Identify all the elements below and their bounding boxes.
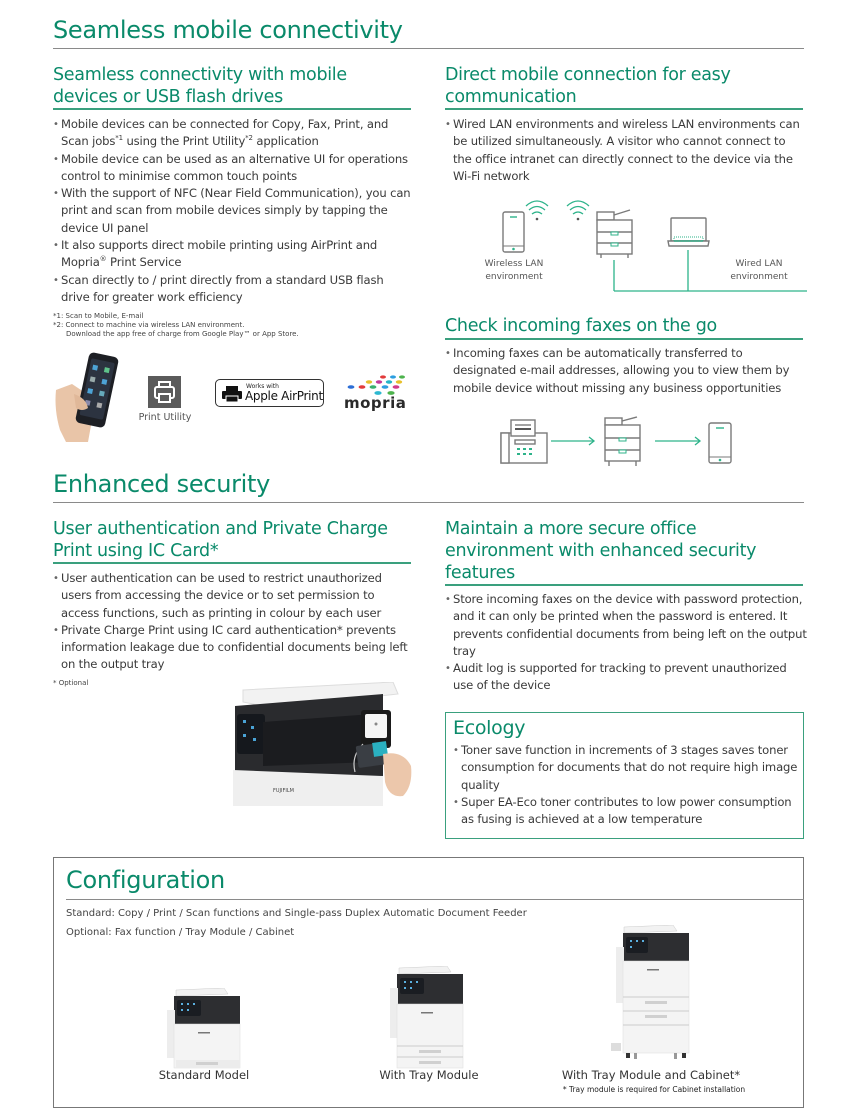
heading-line: User authentication and Private Charge bbox=[53, 519, 388, 539]
heading-rule bbox=[445, 108, 803, 110]
airprint-big-text: Apple AirPrint bbox=[245, 389, 323, 403]
laptop-icon bbox=[668, 218, 709, 246]
heading-line: features bbox=[445, 563, 515, 583]
section-title-mobile: Seamless mobile connectivity bbox=[53, 16, 403, 44]
model-label-cabinet: With Tray Module and Cabinet* bbox=[561, 1068, 741, 1082]
heading-rule bbox=[53, 562, 411, 564]
footnote: *1: Scan to Mobile, E-mail bbox=[53, 312, 144, 320]
heading-rule bbox=[445, 584, 803, 586]
bullet-item: • Private Charge Print using IC card authentication* prevents information leakage due to confidential documents being left on the output tray bbox=[53, 622, 415, 674]
fax-machine-icon bbox=[501, 420, 547, 463]
print-utility-logo bbox=[148, 376, 181, 408]
bullet-item: • Mobile device can be used as an alternative UI for operations control to minimise common touch points bbox=[53, 151, 413, 186]
bullet-list-ecology bbox=[453, 742, 798, 828]
ic-card-printer-photo bbox=[233, 682, 413, 806]
ecology-title: Ecology bbox=[453, 717, 526, 739]
heading-line: Print using IC Card* bbox=[53, 541, 219, 561]
bullet-item: • Wired LAN environments and wireless LAN environments can be utilized simultaneously. A visitor who cannot connect to the office intranet can directly connect to the device via the Wi-Fi network bbox=[445, 116, 807, 185]
heading-secure-office bbox=[445, 518, 805, 584]
bullet-item: • It also supports direct mobile printing using AirPrint and Mopria® Print Service bbox=[53, 237, 413, 272]
mopria-dots-icon bbox=[343, 374, 409, 396]
footnote: Download the app free of charge from Google Play™ or App Store. bbox=[66, 330, 299, 338]
bullet-list-secure bbox=[445, 591, 807, 695]
ecology-box bbox=[445, 712, 804, 839]
standard-model-image bbox=[164, 988, 244, 1070]
configuration-details bbox=[66, 904, 527, 942]
footnote-optional: * Optional bbox=[53, 679, 89, 687]
section-title-configuration: Configuration bbox=[66, 866, 225, 894]
section-rule bbox=[53, 48, 804, 49]
airprint-printer-icon bbox=[221, 385, 243, 403]
bullet-item: • User authentication can be used to restrict unauthorized users from accessing the device or to set permission to access functions, such as printing in colour by each user bbox=[53, 570, 415, 622]
printer-icon bbox=[148, 376, 181, 408]
wifi-icon bbox=[526, 201, 548, 220]
wired-lan-label: Wired LAN environment bbox=[730, 259, 788, 282]
wifi-icon bbox=[567, 201, 589, 220]
arrow-icon bbox=[551, 437, 594, 445]
section-rule bbox=[66, 899, 804, 900]
mopria-logo: mopria bbox=[344, 394, 407, 412]
smartphone-icon bbox=[709, 423, 731, 463]
tray-module-image bbox=[385, 966, 469, 1070]
bullet-item: • Mobile devices can be connected for Copy, Fax, Print, and Scan jobs$^{*1}$ using the Print Utility$^{*2}$ application bbox=[53, 116, 413, 151]
bullet-item: • Toner save function in increments of 3 stages saves toner consumption for documents that do not require high image quality bbox=[453, 742, 798, 794]
heading-line: Direct mobile connection for easy bbox=[445, 65, 731, 85]
multifunction-printer-icon bbox=[597, 210, 632, 258]
standard-config: Standard: Copy / Print / Scan functions and Single-pass Duplex Automatic Document Feeder bbox=[66, 908, 527, 919]
bullet-list-mobile bbox=[53, 116, 413, 306]
heading-user-auth bbox=[53, 518, 423, 562]
airprint-small-text: Works with bbox=[246, 383, 279, 390]
tray-cabinet-image bbox=[609, 925, 699, 1065]
section-rule bbox=[53, 502, 804, 503]
print-utility-label: Print Utility bbox=[138, 412, 192, 423]
bullet-item: • Super EA-Eco toner contributes to low power consumption as fusing is achieved at a low temperature bbox=[453, 794, 798, 829]
bullet-item: • Scan directly to / print directly from a standard USB flash drive for greater work efficiency bbox=[53, 272, 413, 307]
bullet-item: • Audit log is supported for tracking to prevent unauthorized use of the device bbox=[445, 660, 807, 695]
heading-line: environment with enhanced security bbox=[445, 541, 757, 561]
footnotes-mobile bbox=[53, 312, 413, 339]
bullet-list-faxes bbox=[445, 345, 807, 397]
heading-line: Maintain a more secure office bbox=[445, 519, 697, 539]
bullet-item: • Incoming faxes can be automatically transferred to designated e-mail addresses, allowing you to view them by mobile device without missing any business opportunities bbox=[445, 345, 807, 397]
heading-line: communication bbox=[445, 87, 577, 107]
bullet-list-auth bbox=[53, 570, 415, 674]
heading-rule bbox=[53, 108, 411, 110]
heading-seamless-connectivity bbox=[53, 64, 413, 108]
heading-line: devices or USB flash drives bbox=[53, 87, 283, 107]
bullet-item: • Store incoming faxes on the device with password protection, and it can only be printed when the password is entered. It prevents confidential documents from being left on the output tray bbox=[445, 591, 807, 660]
heading-direct-mobile bbox=[445, 64, 805, 108]
arrow-icon bbox=[655, 437, 700, 445]
footnote: *2: Connect to machine via wireless LAN environment. bbox=[53, 321, 245, 329]
model-label-tray: With Tray Module bbox=[379, 1068, 479, 1082]
cabinet-note: * Tray module is required for Cabinet installation bbox=[562, 1085, 746, 1094]
heading-check-faxes: Check incoming faxes on the go bbox=[445, 316, 717, 336]
phone-in-hand-image bbox=[52, 350, 122, 442]
printer-brand: FUJIFILM bbox=[273, 788, 294, 794]
heading-rule bbox=[445, 338, 803, 340]
wireless-lan-label: Wireless LAN environment bbox=[484, 259, 544, 282]
section-title-security: Enhanced security bbox=[53, 470, 271, 498]
configuration-box bbox=[53, 857, 804, 1108]
bullet-list-direct bbox=[445, 116, 807, 185]
fax-flow-diagram bbox=[495, 410, 745, 468]
model-label-standard: Standard Model bbox=[158, 1068, 250, 1082]
multifunction-printer-icon bbox=[605, 417, 640, 466]
optional-config: Optional: Fax function / Tray Module / Cabinet bbox=[66, 927, 295, 938]
airprint-badge bbox=[215, 379, 324, 407]
bullet-item: • With the support of NFC (Near Field Communication), you can print and scan from mobile devices simply by tapping the device UI panel bbox=[53, 185, 413, 237]
smartphone-icon bbox=[503, 212, 524, 252]
heading-line: Seamless connectivity with mobile bbox=[53, 65, 347, 85]
